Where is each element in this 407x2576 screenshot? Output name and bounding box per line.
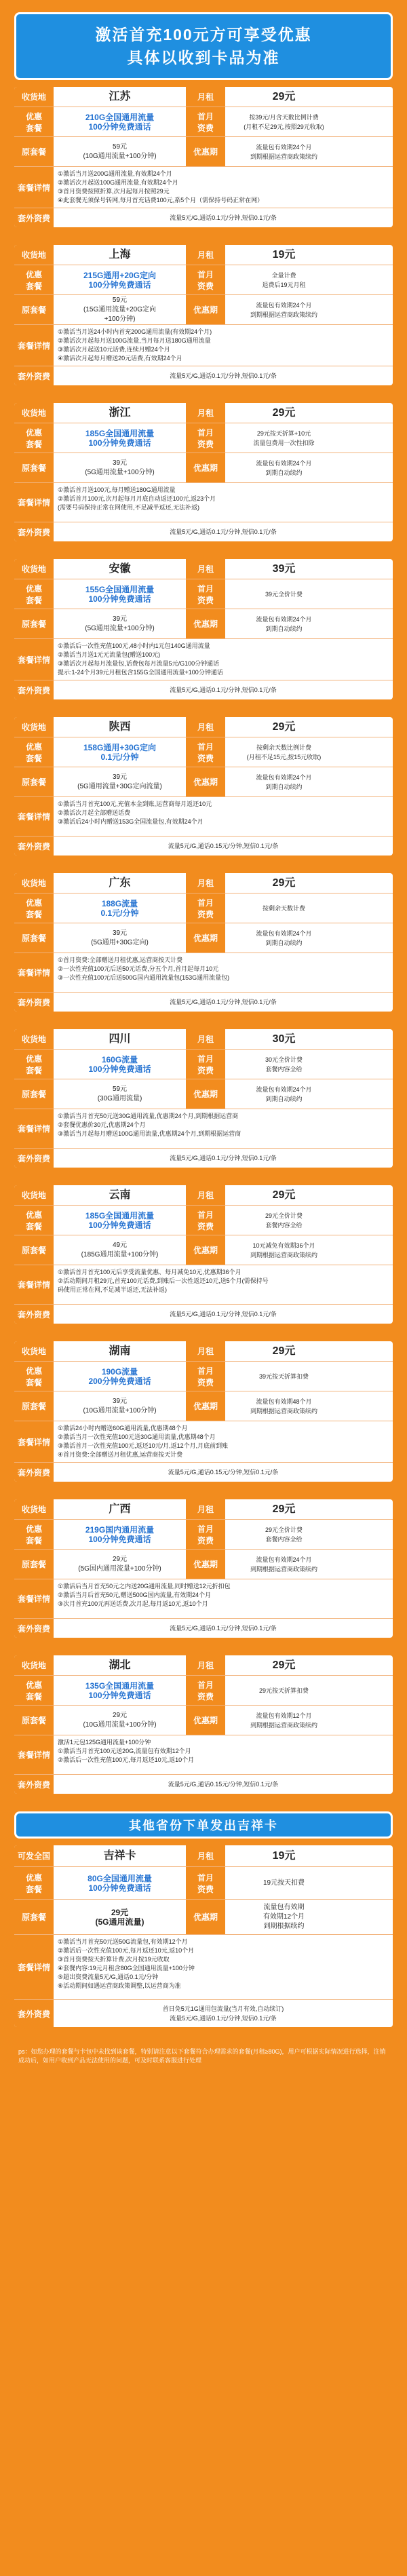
monthly-fee: 29元 — [272, 720, 296, 733]
detail-line: ②激活当月一次性充值100元送30G通用流量,优惠期48个月 — [58, 1434, 216, 1440]
label-monthly: 月租 — [186, 717, 225, 737]
extra-fees: 流量5元/G,通话0.1元/分钟,短信0.1元/条 — [170, 214, 277, 221]
promo-period: 流量包有效期48个月 到期根据运营商政策续约 — [250, 1398, 317, 1415]
label-detail: 套餐详情 — [14, 325, 54, 366]
first-month-fee: 29元全价计费 套餐内容全给 — [265, 1526, 303, 1543]
original-plan: 49元 (185G通用流量+100分钟) — [81, 1241, 159, 1258]
monthly-fee: 30元 — [272, 1033, 296, 1045]
label-region: 可发全国 — [14, 1845, 54, 1866]
detail-line: ②激活次月起每月送100G流量,当月每月送180G通用流量 — [58, 337, 211, 344]
label-extra: 套外资费 — [14, 2000, 54, 2027]
label-original: 原套餐 — [14, 453, 54, 482]
extra-fees: 流量5元/G,通话0.1元/分钟,短信0.1元/条 — [170, 528, 277, 535]
plan-details — [54, 483, 393, 522]
label-monthly: 月租 — [186, 1655, 225, 1675]
discount-plan: 155G全国通用流量 100分钟免费通话 — [85, 584, 155, 604]
first-month-fee: 19元按天扣费 — [263, 1879, 305, 1887]
monthly-fee: 19元 — [272, 248, 296, 261]
label-original: 原套餐 — [14, 923, 54, 953]
label-promo: 优惠期 — [186, 923, 225, 953]
label-discount: 优惠 套餐 — [14, 423, 54, 453]
monthly-fee: 39元 — [272, 562, 296, 575]
label-detail: 套餐详情 — [14, 1265, 54, 1304]
label-region: 收货地 — [14, 403, 54, 423]
label-monthly: 月租 — [186, 87, 225, 107]
plan-card — [14, 1029, 393, 1168]
detail-line: ①激活当月首充50元送30G通用流量,优惠期24个月,到期根据运营商 — [58, 1113, 239, 1119]
detail-line: ③激活次月起送10元话费,连续月赠24个月 — [58, 346, 170, 353]
detail-line: ①激活当月首充100元送20G,流量包有效期12个月 — [58, 1748, 191, 1754]
detail-line: ①激活当月首充100元,充值本金到账,运营商每月返还10元 — [58, 801, 212, 807]
first-month-fee: 39元全价计费 — [265, 590, 303, 598]
discount-plan: 185G全国通用流量 100分钟免费通话 — [85, 1210, 155, 1230]
detail-line: ①激活当月首充50元送50G流量包,有效期12个月 — [58, 1938, 188, 1945]
original-plan: 39元 (5G通用流量+100分钟) — [85, 615, 155, 632]
label-monthly: 月租 — [186, 245, 225, 265]
monthly-fee: 29元 — [272, 1345, 296, 1357]
plan-card — [14, 403, 393, 541]
label-extra: 套外资费 — [14, 366, 54, 385]
detail-line: ③一次性充值100元后送500G国内通用流量包(153G通用流量包) — [58, 974, 230, 981]
promo-period: 流量包有效期24个月 到期自动续约 — [256, 1085, 312, 1102]
label-extra: 套外资费 — [14, 1619, 54, 1638]
plan-details — [54, 1735, 393, 1774]
detail-line: ④激活次月起每月赠送20元话费,有效期24个月 — [58, 355, 182, 362]
detail-line: ②激活次月起送100G通用流量,有效期24个月 — [58, 179, 178, 186]
detail-line: ①激活后当月首充50元之内送20G通用流量,同时赠送12元折扣包 — [58, 1583, 231, 1590]
label-discount: 优惠 套餐 — [14, 737, 54, 767]
discount-plan: 190G流量 200分钟免费通话 — [88, 1366, 151, 1386]
original-plan: 39元 (5G通用+30G定向) — [91, 929, 149, 946]
first-month-fee: 39元按天折算扣费 — [258, 1372, 309, 1380]
label-extra: 套外资费 — [14, 208, 54, 227]
label-monthly: 月租 — [186, 1341, 225, 1361]
banner — [14, 0, 393, 87]
plan-details — [54, 1109, 393, 1148]
label-promo: 优惠期 — [186, 1900, 225, 1934]
label-region: 收货地 — [14, 1185, 54, 1205]
first-month-fee: 按剩余天数比例计费 (月租不足15元,按15元收取) — [246, 744, 322, 761]
plan-details — [54, 167, 393, 208]
label-detail: 套餐详情 — [14, 1109, 54, 1148]
region-name: 云南 — [109, 1189, 131, 1201]
label-extra: 套外资费 — [14, 1305, 54, 1324]
promo-period: 流量包有效期24个月 到期根据运营商政策续约 — [250, 301, 317, 318]
promo-period: 流量包有效期24个月 到期自动续约 — [256, 459, 312, 476]
monthly-fee: 29元 — [272, 1503, 296, 1515]
label-detail: 套餐详情 — [14, 1935, 54, 1999]
promo-period: 流量包有效期24个月 到期自动续约 — [256, 615, 312, 632]
original-plan: 59元 (15G通用流量+20G定向 +100分钟) — [83, 296, 156, 323]
region-name: 四川 — [109, 1033, 131, 1045]
card-name: 吉祥卡 — [103, 1849, 136, 1862]
plan-card — [14, 87, 393, 227]
plan-details — [54, 1265, 393, 1304]
monthly-fee: 29元 — [272, 1189, 296, 1201]
region-name: 广西 — [109, 1503, 131, 1515]
label-discount: 优惠 套餐 — [14, 1206, 54, 1235]
detail-line: 激活1元包125G通用流量+100分钟 — [58, 1739, 151, 1746]
label-detail: 套餐详情 — [14, 953, 54, 992]
label-first-month: 首月 资费 — [186, 1206, 225, 1235]
label-detail: 套餐详情 — [14, 1735, 54, 1774]
banner-line2: 具体以收到卡品为准 — [127, 49, 280, 66]
label-extra: 套外资费 — [14, 1775, 54, 1794]
label-promo: 优惠期 — [186, 137, 225, 166]
region-name: 安徽 — [109, 562, 131, 575]
detail-line: ①首月资费:全部赠送月租优惠,运营商按天计费 — [58, 957, 183, 963]
label-extra: 套外资费 — [14, 993, 54, 1012]
detail-line: ③激活当月起每月赠送100G通用流量,优惠期24个月,到期根据运营商 — [58, 1130, 241, 1137]
label-first-month: 首月 资费 — [186, 1362, 225, 1391]
label-extra: 套外资费 — [14, 680, 54, 699]
detail-line: ②一次性充值100元后送50元话费,分五个月,首月起每月10元 — [58, 965, 219, 972]
label-promo: 优惠期 — [186, 1079, 225, 1109]
first-month-fee: 29元按天折算扣费 — [258, 1687, 309, 1694]
plan-details — [54, 797, 393, 836]
ps-note: ps：如您办理的套餐与卡包中未找到该套餐，特别请注意以下套餐符合办理需求的套餐(月租≥80G)，用户可根据实际情况进行选择，注销成功后，如用户收到产品无法使用的问题，可及时联系客服进行处理 — [18, 2048, 386, 2064]
label-monthly: 月租 — [186, 1029, 225, 1049]
discount-plan: 135G全国通用流量 100分钟免费通话 — [85, 1680, 155, 1700]
extra-fees: 流量5元/G,通话0.1元/分钟,短信0.1元/条 — [170, 999, 277, 1005]
original-plan: 29元 (10G通用流量+100分钟) — [83, 1711, 157, 1729]
original-plan: 29元 (5G通用流量) — [95, 1907, 144, 1927]
detail-line: ①激活当月送24小时内首充200G通用流量(有效期24个月) — [58, 328, 212, 335]
discount-plan: 158G通用+30G定向 0.1元/分钟 — [83, 742, 157, 762]
extra-fees: 流量5元/G,通话0.15元/分钟,短信0.1元/条 — [168, 843, 279, 849]
detail-line: ①激活首月首充100元后享受流量优惠、每月减免10元,优惠期36个月 — [58, 1269, 241, 1275]
region-name: 湖南 — [109, 1345, 131, 1357]
plan-card — [14, 1655, 393, 1794]
detail-line: ②激活后一次性充值100元,每月返还10元,返10个月 — [58, 1947, 195, 1954]
promo-period: 流量包有效期24个月 到期自动续约 — [256, 929, 312, 946]
detail-line: ③次月首充100元再送话费,次月起,每月返10元,返10个月 — [58, 1600, 208, 1607]
detail-line: ③激活首月一次性充值100元,返还10元/月,返12个月,月底前到账 — [58, 1442, 229, 1449]
monthly-fee: 29元 — [272, 406, 296, 419]
extra-fees: 流量5元/G,通话0.1元/分钟,短信0.1元/条 — [170, 1155, 277, 1161]
label-original: 原套餐 — [14, 295, 54, 324]
original-plan: 59元 (10G通用流量+100分钟) — [83, 142, 157, 160]
detail-line: ③首月资费按照折算,次月起每月按照29元 — [58, 188, 170, 195]
monthly-fee: 29元 — [272, 90, 296, 102]
label-first-month: 首月 资费 — [186, 893, 225, 923]
label-detail: 套餐详情 — [14, 1421, 54, 1462]
detail-line: ⑤超出资费流量5元/G,通话0.1元/分钟 — [58, 1974, 159, 1980]
label-detail: 套餐详情 — [14, 797, 54, 836]
banner-box — [14, 12, 393, 80]
original-plan: 59元 (30G通用流量) — [97, 1085, 142, 1102]
label-first-month: 首月 资费 — [186, 579, 225, 609]
label-discount: 优惠 套餐 — [14, 893, 54, 923]
label-extra: 套外资费 — [14, 1149, 54, 1168]
banner-line1: 激活首充100元方可享受优惠 — [95, 26, 312, 43]
label-region: 收货地 — [14, 245, 54, 265]
label-first-month: 首月 资费 — [186, 1676, 225, 1705]
plan-details — [54, 1421, 393, 1462]
first-month-fee: 按39元/月含天数比例计费 (月租不足29元,按照29元收取) — [244, 113, 324, 130]
plan-card — [14, 245, 393, 385]
label-region: 收货地 — [14, 87, 54, 107]
detail-line: ④套餐内容:19元月租含80G全国通用流量+100分钟 — [58, 1965, 195, 1972]
detail-line: ⑥活动期间如遇运营商政策调整,以运营商为准 — [58, 1982, 181, 1989]
promo-period: 流量包有效期 有效期12个月 到期根据续约 — [263, 1903, 305, 1930]
monthly-fee: 19元 — [272, 1849, 296, 1862]
detail-line: ③首月资费按天折算计费,次月按19元收取 — [58, 1956, 170, 1963]
plan-details — [54, 1579, 393, 1618]
detail-line: ②套餐优惠价30元,优惠期24个月 — [58, 1121, 146, 1128]
label-discount: 优惠 套餐 — [14, 1520, 54, 1549]
extra-fees: 流量5元/G,通话0.1元/分钟,短信0.1元/条 — [170, 1311, 277, 1318]
label-detail: 套餐详情 — [14, 483, 54, 522]
monthly-fee: 29元 — [272, 877, 296, 889]
detail-line: ②激活后一次性充值100元,每月返还10元,返10个月 — [58, 1756, 195, 1763]
label-detail: 套餐详情 — [14, 639, 54, 680]
extra-fees: 首日免5元1G通用包流量(当月有效,自动续订) 流量5元/G,通话0.1元/分钟,短信0.1元/条 — [162, 2005, 284, 2022]
label-discount: 优惠 套餐 — [14, 265, 54, 294]
extra-fees: 流量5元/G,通话0.1元/分钟,短信0.1元/条 — [170, 687, 277, 693]
label-region: 收货地 — [14, 1499, 54, 1519]
plan-list — [14, 87, 393, 1794]
label-first-month: 首月 资费 — [186, 423, 225, 453]
label-extra: 套外资费 — [14, 837, 54, 856]
label-first-month: 首月 资费 — [186, 265, 225, 294]
discount-plan: 185G全国通用流量 100分钟免费通话 — [85, 428, 155, 448]
detail-line: ①激活首月送100元,每月赠送180G通用流量 — [58, 486, 176, 493]
plan-details — [54, 953, 393, 992]
plan-card — [14, 873, 393, 1012]
label-extra: 套外资费 — [14, 522, 54, 541]
extra-fees: 流量5元/G,通话0.1元/分钟,短信0.1元/条 — [170, 372, 277, 379]
region-name: 上海 — [109, 248, 131, 261]
label-monthly: 月租 — [186, 559, 225, 579]
detail-line: ②激活次月起全部赠送话费 — [58, 809, 131, 816]
label-original: 原套餐 — [14, 137, 54, 166]
detail-line: 提示:1-24个月39元月租包含155G全国通用流量+100分钟通话 — [58, 669, 223, 676]
label-first-month: 首月 资费 — [186, 737, 225, 767]
label-first-month: 首月 资费 — [186, 1520, 225, 1549]
promo-period: 流量包有效期24个月 到期自动续约 — [256, 773, 312, 790]
label-original: 原套餐 — [14, 1079, 54, 1109]
label-promo: 优惠期 — [186, 767, 225, 796]
label-extra: 套外资费 — [14, 1463, 54, 1482]
label-region: 收货地 — [14, 1341, 54, 1361]
label-original: 原套餐 — [14, 1235, 54, 1265]
first-month-fee: 30元全价计费 套餐内容全给 — [265, 1056, 303, 1073]
label-promo: 优惠期 — [186, 1235, 225, 1265]
label-monthly: 月租 — [186, 403, 225, 423]
label-promo: 优惠期 — [186, 1706, 225, 1735]
label-discount: 优惠 套餐 — [14, 579, 54, 609]
plan-card — [14, 559, 393, 699]
section-title: 其他省份下单发出吉祥卡 — [14, 1811, 393, 1839]
label-region: 收货地 — [14, 873, 54, 893]
label-monthly: 月租 — [186, 873, 225, 893]
detail-line: ②激活当月后首充50元,赠送500G国内流量,有效期24个月 — [58, 1592, 212, 1598]
discount-plan: 219G国内通用流量 100分钟免费通话 — [85, 1524, 155, 1544]
discount-plan: 210G全国通用流量 100分钟免费通话 — [85, 112, 155, 132]
label-original: 原套餐 — [14, 1900, 54, 1934]
label-monthly: 月租 — [186, 1845, 225, 1866]
promo-period: 流量包有效期12个月 到期根据运营商政策续约 — [250, 1712, 317, 1729]
label-discount: 优惠 套餐 — [14, 1867, 54, 1899]
plan-card — [14, 1499, 393, 1638]
promo-period: 流量包有效期24个月 到期根据运营商政策续约 — [250, 143, 317, 160]
plan-details — [54, 325, 393, 366]
label-discount: 优惠 套餐 — [14, 1362, 54, 1391]
original-plan: 39元 (5G通用流量+30G定向流量) — [77, 773, 162, 790]
original-plan: 39元 (5G通用流量+100分钟) — [85, 459, 155, 476]
region-name: 广东 — [109, 877, 131, 889]
label-first-month: 首月 资费 — [186, 1867, 225, 1899]
discount-plan: 160G流量 100分钟免费通话 — [88, 1054, 151, 1074]
discount-plan: 188G流量 0.1元/分钟 — [100, 898, 139, 918]
jixiang-card — [14, 1845, 393, 2027]
label-detail: 套餐详情 — [14, 1579, 54, 1618]
first-month-fee: 29元按天折算+10元 流量包费用一次性扣除 — [253, 429, 315, 446]
original-plan: 29元 (5G国内通用流量+100分钟) — [78, 1555, 161, 1573]
detail-line: ③激活次月起每月流量包,话费包每月流量5元/G100分钟通话 — [58, 660, 220, 667]
first-month-fee: 全量计费 退费后19元月租 — [262, 271, 306, 288]
label-region: 收货地 — [14, 1655, 54, 1675]
region-name: 江苏 — [109, 90, 131, 102]
first-month-fee: 按剩余天数计费 — [262, 904, 305, 912]
detail-line: ①激活24小时内赠送60G通用流量,优惠期48个月 — [58, 1425, 188, 1431]
plan-details — [54, 639, 393, 680]
detail-line: 码使用正常在网,不足减半返还,无法补返) — [58, 1286, 167, 1293]
label-original: 原套餐 — [14, 1391, 54, 1421]
detail-line: ①激活后一次性充值100元,48小时内1元包140G通用流量 — [58, 642, 210, 649]
label-region: 收货地 — [14, 717, 54, 737]
label-region: 收货地 — [14, 559, 54, 579]
detail-line: ②激活首月100元,次月起每月月底自动返还100元,返23个月 — [58, 495, 216, 502]
promo-period: 流量包有效期24个月 到期根据运营商政策续约 — [250, 1556, 317, 1573]
detail-line: ①激活当月送200G通用流量,有效期24个月 — [58, 170, 172, 177]
label-monthly: 月租 — [186, 1499, 225, 1519]
label-first-month: 首月 资费 — [186, 1050, 225, 1079]
label-promo: 优惠期 — [186, 1391, 225, 1421]
label-detail: 套餐详情 — [14, 167, 54, 208]
label-promo: 优惠期 — [186, 295, 225, 324]
detail-line: (需要号码保持正常在网使用,不足减半返还,无法补返) — [58, 504, 199, 511]
discount-plan: 80G全国通用流量 100分钟免费通话 — [88, 1873, 152, 1893]
plan-details — [54, 1935, 393, 1999]
first-month-fee: 29元全价计费 套餐内容全给 — [265, 1212, 303, 1229]
region-name: 湖北 — [109, 1659, 131, 1671]
label-original: 原套餐 — [14, 609, 54, 638]
label-discount: 优惠 套餐 — [14, 1050, 54, 1079]
detail-line: ②活动期间月租29元,首充100元话费,到账后一次性返还10元,送5个月(需保持号 — [58, 1277, 269, 1284]
original-plan: 39元 (10G通用流量+100分钟) — [83, 1397, 157, 1415]
label-region: 收货地 — [14, 1029, 54, 1049]
label-promo: 优惠期 — [186, 453, 225, 482]
label-original: 原套餐 — [14, 1706, 54, 1735]
label-original: 原套餐 — [14, 1550, 54, 1579]
discount-plan: 215G通用+20G定向 100分钟免费通话 — [83, 270, 157, 290]
plan-card — [14, 1341, 393, 1482]
extra-fees: 流量5元/G,通话0.15元/分钟,短信0.1元/条 — [168, 1469, 279, 1476]
detail-line: ②激活当月送1元元流量包(赠送100元) — [58, 651, 161, 658]
label-original: 原套餐 — [14, 767, 54, 796]
label-monthly: 月租 — [186, 1185, 225, 1205]
label-first-month: 首月 资费 — [186, 107, 225, 136]
monthly-fee: 29元 — [272, 1659, 296, 1671]
plan-card — [14, 717, 393, 856]
region-name: 陕西 — [109, 720, 131, 733]
extra-fees: 流量5元/G,通话0.1元/分钟,短信0.1元/条 — [170, 1625, 277, 1632]
detail-line: ④此套餐无须保号转网,每月首充话费100元,系5个月（需保持号码正常在网） — [58, 197, 264, 204]
label-promo: 优惠期 — [186, 1550, 225, 1579]
promo-period: 10元减免有效期36个月 到期根据运营商政策续约 — [250, 1242, 317, 1258]
region-name: 浙江 — [109, 406, 131, 419]
plan-card — [14, 1185, 393, 1324]
detail-line: ④首月资费:全部赠送月租优惠,运营商按天计费 — [58, 1451, 183, 1458]
label-promo: 优惠期 — [186, 609, 225, 638]
extra-fees: 流量5元/G,通话0.15元/分钟,短信0.1元/条 — [168, 1781, 279, 1788]
label-discount: 优惠 套餐 — [14, 1676, 54, 1705]
detail-line: ③激活后24小时内赠送153G全国流量包,有效期24个月 — [58, 818, 204, 825]
label-discount: 优惠 套餐 — [14, 107, 54, 136]
